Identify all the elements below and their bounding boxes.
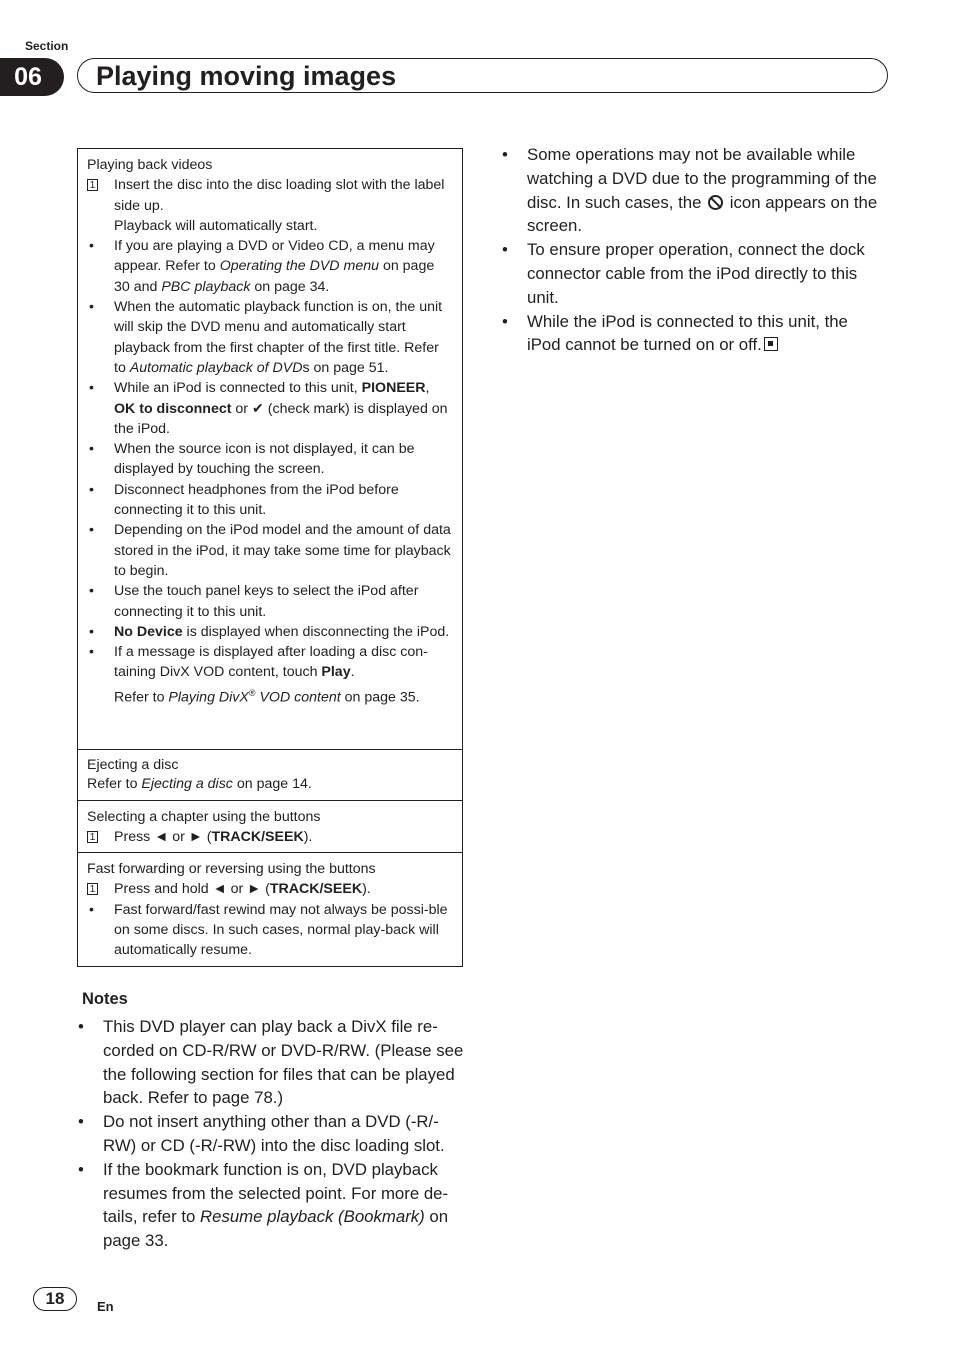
text: is displayed when disconnecting the iPod. <box>182 623 450 640</box>
text: Disconnect headphones from the iPod before connecting it to this unit. <box>114 481 399 519</box>
reference: Operating the DVD menu <box>219 258 379 275</box>
bullet: • <box>89 380 94 397</box>
list-item <box>87 236 452 297</box>
step-number: 1 <box>87 831 98 843</box>
text: While the iPod is connected to this unit, the iPod cannot be turned on or off. <box>527 311 848 355</box>
title-bar <box>77 58 888 93</box>
list-item <box>87 642 452 708</box>
registered-mark: ® <box>248 687 256 698</box>
notes-heading: Notes <box>82 990 128 1008</box>
playing-back-videos-box <box>77 148 463 750</box>
bullet: • <box>502 240 508 260</box>
box-heading: Fast forwarding or reversing using the buttons <box>87 861 376 877</box>
text: . <box>350 664 355 681</box>
text: on page 34. <box>250 278 330 295</box>
step-text: Insert the disc into the disc loading slot with the label side up. <box>114 177 445 214</box>
step-item <box>87 879 452 899</box>
text: Do not insert anything other than a DVD (-R/-RW) or CD (-R/-RW) into the disc loading slot. <box>103 1112 445 1155</box>
text: While an iPod is connected to this unit, <box>114 380 362 397</box>
bullet: • <box>78 1017 84 1036</box>
box-heading: Selecting a chapter using the buttons <box>87 809 321 825</box>
reference-line <box>87 775 452 794</box>
text: icon appears on the screen. <box>527 192 878 236</box>
text: If you are playing a DVD or Video CD, a menu may appear. Refer to <box>114 238 435 275</box>
bullet: • <box>78 1159 84 1179</box>
list-item <box>78 1158 464 1253</box>
step-item <box>87 175 452 236</box>
end-mark-icon <box>764 337 778 351</box>
bullet: • <box>78 1112 84 1132</box>
button-name: TRACK/SEEK <box>211 829 304 846</box>
text: ). <box>303 829 313 846</box>
display-text: OK to disconnect <box>114 400 232 417</box>
language-label: En <box>97 1299 114 1314</box>
bullet: • <box>502 311 508 331</box>
section-label: Section <box>25 39 69 53</box>
reference: Resume playback (Bookmark) <box>200 1207 425 1227</box>
step-result: Playback will automatically start. <box>114 217 318 234</box>
ejecting-disc-box <box>77 749 463 801</box>
bullet: • <box>89 901 94 918</box>
right-column-list <box>502 143 886 357</box>
list-item <box>87 900 452 961</box>
section-number: 06 <box>0 58 64 96</box>
text: When the automatic playback function is on, the unit will skip the DVD menu and automatically start playback from the first chapter of the first title. Refer to <box>114 299 443 376</box>
reference: Automatic playback of DVD <box>129 359 303 376</box>
text: This DVD player can play back a DivX file re-corded on CD-R/RW or DVD-R/RW. (Please see the following section for files that can be played back. Refer to page 78.) <box>103 1017 464 1108</box>
display-text: No Device <box>114 623 183 640</box>
bullet: • <box>89 299 94 316</box>
text: When the source icon is not displayed, it can be displayed by touching the screen. <box>114 441 415 478</box>
list-item <box>78 1110 464 1158</box>
text: s on page 51. <box>302 359 389 376</box>
step-number: 1 <box>87 179 98 191</box>
bullet: • <box>89 238 94 255</box>
prohibited-icon <box>708 195 723 210</box>
text: on page 35. <box>340 689 420 706</box>
bullet: • <box>89 644 94 661</box>
text: on page 14. <box>232 776 312 792</box>
text: on page 33. <box>103 1207 449 1251</box>
bullet: • <box>89 522 94 539</box>
list-item <box>502 143 886 238</box>
reference: VOD content <box>255 689 341 706</box>
text: Refer to <box>87 776 142 792</box>
step-number: 1 <box>87 883 98 895</box>
list-item <box>78 1015 464 1110</box>
reference: Playing DivX <box>168 689 249 706</box>
step-item <box>87 827 452 847</box>
button-name: TRACK/SEEK <box>269 881 363 898</box>
bullet: • <box>502 145 508 164</box>
text: (check mark) is displayed on the iPod. <box>114 400 448 437</box>
list-item <box>87 520 452 581</box>
text: Press and hold ◄ or ► ( <box>114 881 270 898</box>
text: Use the touch panel keys to select the iPod after connecting it to this unit. <box>114 583 419 620</box>
page-title: Playing moving images <box>96 61 397 91</box>
list-item <box>87 297 452 378</box>
text: If a message is displayed after loading a disc con-taining DivX VOD content, touch <box>114 644 428 681</box>
reference: Ejecting a disc <box>141 776 233 792</box>
text: Some operations may not be available while watching a DVD due to the programming of the disc. In such cases, the <box>527 145 877 212</box>
text: ). <box>362 881 371 898</box>
list-item <box>502 238 886 309</box>
list-item <box>87 581 452 622</box>
bullet: • <box>89 623 94 640</box>
text: Refer to <box>114 689 169 706</box>
text: To ensure proper operation, connect the dock connector cable from the iPod directly to this unit. <box>527 240 865 307</box>
text: Depending on the iPod model and the amount of data stored in the iPod, it may take some time for playback to begin. <box>114 522 451 579</box>
box-heading: Ejecting a disc <box>87 757 179 773</box>
text: on page 30 and <box>114 258 435 295</box>
text: or <box>231 400 252 417</box>
display-text: PIONEER <box>361 380 426 397</box>
list-item <box>87 378 452 439</box>
selecting-chapter-box <box>77 800 463 853</box>
text: Press ◄ or ► ( <box>114 829 212 846</box>
check-mark-icon: ✔ <box>251 400 264 417</box>
list-item <box>87 480 452 521</box>
display-text: Play <box>321 664 351 681</box>
text: Fast forward/fast rewind may not always be possi-ble on some discs. In such cases, normal play-back will automatically resume. <box>114 901 448 959</box>
bullet: • <box>89 441 94 458</box>
text: If the bookmark function is on, DVD playback resumes from the selected point. For more de-tails, refer to <box>103 1159 449 1227</box>
text: , <box>425 380 430 397</box>
list-item <box>87 622 452 642</box>
notes-list <box>78 1015 464 1253</box>
page-number: 18 <box>33 1287 77 1311</box>
list-item <box>502 310 886 358</box>
fast-forward-box <box>77 852 463 967</box>
list-item <box>87 439 452 480</box>
bullet: • <box>89 583 94 600</box>
box-heading: Playing back videos <box>87 157 213 173</box>
reference: PBC playback <box>161 278 251 295</box>
bullet: • <box>89 481 94 498</box>
